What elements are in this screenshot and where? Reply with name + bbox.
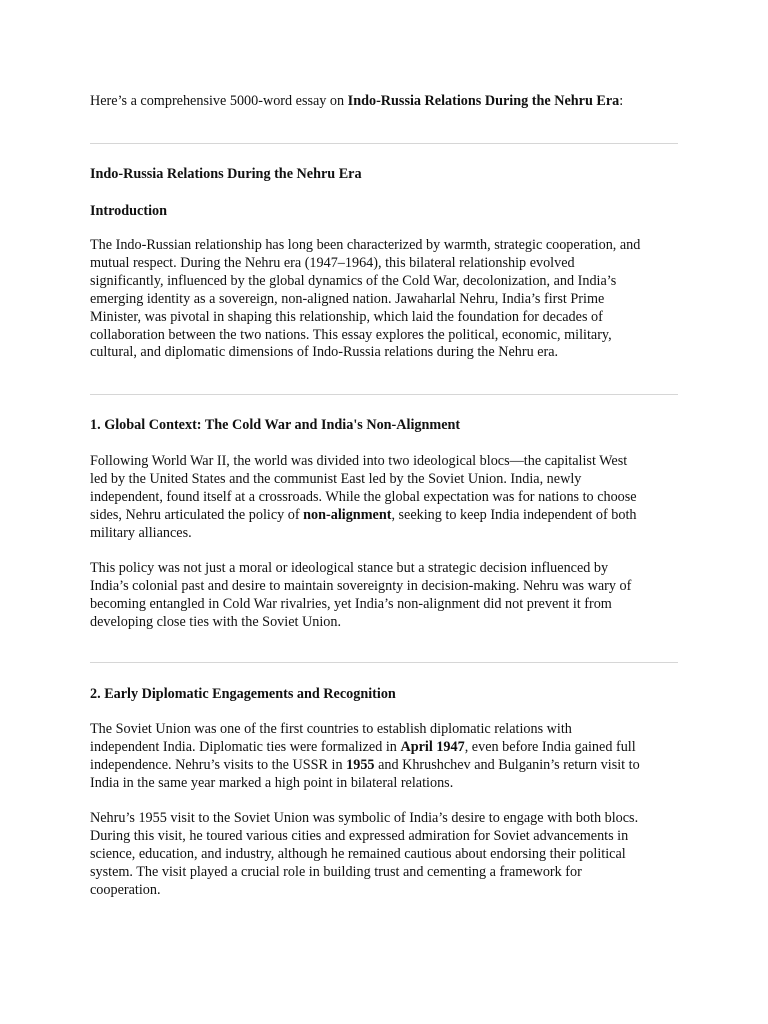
text-run: and Khrushchev and Bulganin’s return visit to — [374, 756, 640, 773]
paragraph-line: Nehru’s 1955 visit to the Soviet Union was symbolic of India’s desire to engage with both blocs. — [90, 810, 639, 826]
paragraph-line: developing close ties with the Soviet Union. — [90, 613, 342, 630]
paragraph-line: collaboration between the two nations. This essay explores the political, economic, military, — [90, 326, 612, 343]
paragraph-line — [90, 507, 682, 525]
divider — [90, 662, 678, 663]
paragraph-line: cooperation. — [90, 881, 161, 898]
introduction-heading: Introduction — [90, 203, 167, 219]
paragraph-line: led by the United States and the communist East led by the Soviet Union. India, newly — [90, 470, 582, 487]
global-context-paragraph-1 — [90, 453, 682, 543]
intro-prefix: Here’s a comprehensive 5000-word essay on — [90, 93, 348, 109]
paragraph-line: emerging identity as a sovereign, non-aligned nation. Jawaharlal Nehru, India’s first Prime — [90, 290, 605, 307]
non-alignment-term: non-alignment — [303, 506, 392, 523]
introduction-paragraph — [90, 237, 682, 362]
divider — [90, 143, 678, 144]
paragraph-line: becoming entangled in Cold War rivalries, yet India’s non-alignment did not prevent it from — [90, 595, 612, 612]
year-emphasis: 1955 — [346, 756, 375, 773]
paragraph-line: independent, found itself at a crossroads. While the global expectation was for nations to choose — [90, 488, 637, 505]
date-emphasis: April 1947 — [400, 738, 465, 755]
paragraph-line — [90, 739, 682, 757]
early-diplomatic-paragraph-1 — [90, 721, 682, 793]
text-run: , seeking to keep India independent of both — [391, 506, 637, 523]
paragraph-line: cultural, and diplomatic dimensions of Indo-Russia relations during the Nehru era. — [90, 344, 559, 361]
paragraph-line: India in the same year marked a high point in bilateral relations. — [90, 774, 454, 791]
paragraph-line: India’s colonial past and desire to maintain sovereignty in decision-making. Nehru was wary of — [90, 577, 632, 594]
early-diplomatic-heading: 2. Early Diplomatic Engagements and Recognition — [90, 686, 396, 702]
text-run: independent India. Diplomatic ties were formalized in — [90, 738, 401, 755]
paragraph-line: The Soviet Union was one of the first countries to establish diplomatic relations with — [90, 721, 572, 737]
paragraph-line: Following World War II, the world was divided into two ideological blocs—the capitalist West — [90, 453, 628, 469]
paragraph-line: significantly, influenced by the global dynamics of the Cold War, decolonization, and India’s — [90, 272, 617, 289]
intro-suffix: : — [619, 93, 624, 109]
divider — [90, 394, 678, 395]
paragraph-line: system. The visit played a crucial role in building trust and cementing a framework for — [90, 863, 582, 880]
paragraph-line: Minister, was pivotal in shaping this relationship, which laid the foundation for decades of — [90, 308, 603, 325]
intro-topic: Indo-Russia Relations During the Nehru Era — [347, 93, 620, 109]
text-run: , even before India gained full — [464, 738, 636, 755]
paragraph-line: The Indo-Russian relationship has long been characterized by warmth, strategic cooperation, and — [90, 237, 641, 253]
paragraph-line: mutual respect. During the Nehru era (1947–1964), this bilateral relationship evolved — [90, 254, 575, 271]
paragraph-line — [90, 757, 682, 775]
text-run: sides, Nehru articulated the policy of — [90, 506, 304, 523]
document-title: Indo-Russia Relations During the Nehru Era — [90, 166, 362, 182]
paragraph-line: military alliances. — [90, 524, 192, 541]
text-run: independence. Nehru’s visits to the USSR in — [90, 756, 347, 773]
paragraph-line: During this visit, he toured various cities and expressed admiration for Soviet advancements in — [90, 827, 629, 844]
paragraph-line: This policy was not just a moral or ideological stance but a strategic decision influenced by — [90, 560, 609, 576]
early-diplomatic-paragraph-2 — [90, 810, 682, 900]
intro-line — [90, 93, 623, 111]
paragraph-line: science, education, and industry, although he remained cautious about endorsing their political — [90, 845, 626, 862]
global-context-paragraph-2 — [90, 560, 682, 632]
global-context-heading: 1. Global Context: The Cold War and India's Non-Alignment — [90, 417, 461, 433]
